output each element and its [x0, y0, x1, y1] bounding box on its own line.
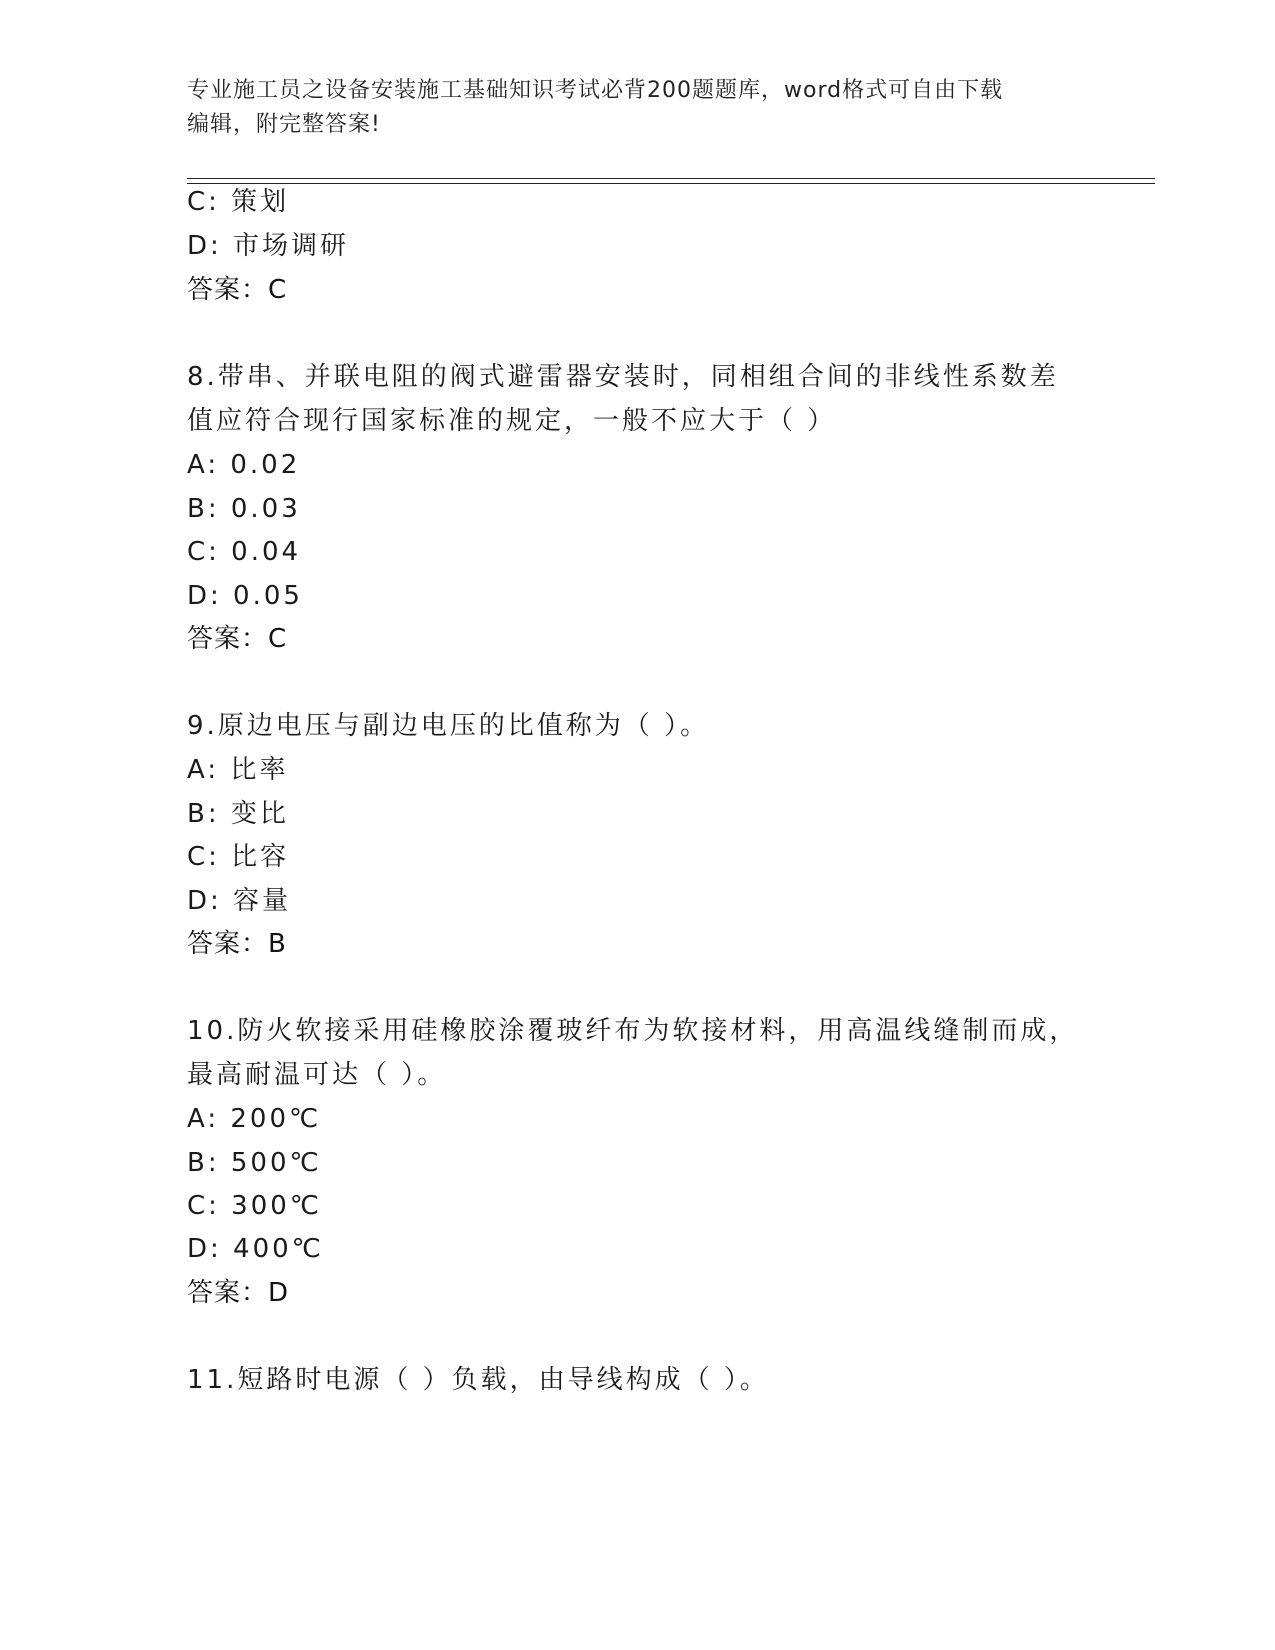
q8-answer: 答案：C	[187, 624, 288, 654]
header-divider-top	[187, 178, 1155, 179]
header-title-line-2: 编辑，附完整答案!	[187, 112, 381, 137]
q8-option-c: C: 0.04	[187, 537, 302, 567]
q7-option-c: C: 策划	[187, 187, 290, 217]
q10-option-b: B: 500℃	[187, 1148, 322, 1178]
q10-stem-line-1: 10.防火软接采用硅橡胶涂覆玻纤布为软接材料，用高温线缝制而成，	[187, 1016, 1079, 1046]
q10-option-a: A: 200℃	[187, 1104, 322, 1134]
q9-option-c: C: 比容	[187, 842, 290, 872]
q11-stem-line-1: 11.短路时电源（ ）负载，由导线构成（ ）。	[187, 1365, 769, 1395]
q10-option-d: D: 400℃	[187, 1234, 324, 1264]
q7-option-d: D: 市场调研	[187, 231, 350, 261]
q10-answer: 答案：D	[187, 1278, 290, 1308]
q9-option-d: D: 容量	[187, 886, 292, 916]
header-title-line-1: 专业施工员之设备安装施工基础知识考试必背200题题库，word格式可自由下载	[187, 78, 1004, 103]
q9-stem-line-1: 9.原边电压与副边电压的比值称为（ ）。	[187, 711, 710, 741]
q8-option-a: A: 0.02	[187, 450, 301, 480]
q9-option-a: A: 比率	[187, 755, 289, 785]
header-divider-bottom	[187, 183, 1155, 184]
q10-option-c: C: 300℃	[187, 1191, 323, 1221]
q8-stem-line-1: 8.带串、并联电阻的阀式避雷器安装时，同相组合间的非线性系数差	[187, 362, 1059, 392]
q7-answer: 答案：C	[187, 275, 288, 305]
q8-stem-line-2: 值应符合现行国家标准的规定，一般不应大于（ ）	[187, 406, 837, 436]
q10-stem-line-2: 最高耐温可达（ ）。	[187, 1060, 447, 1090]
q9-option-b: B: 变比	[187, 799, 289, 829]
q9-answer: 答案：B	[187, 929, 287, 959]
q8-option-b: B: 0.03	[187, 494, 301, 524]
document-header	[187, 74, 1067, 142]
q8-option-d: D: 0.05	[187, 581, 303, 611]
